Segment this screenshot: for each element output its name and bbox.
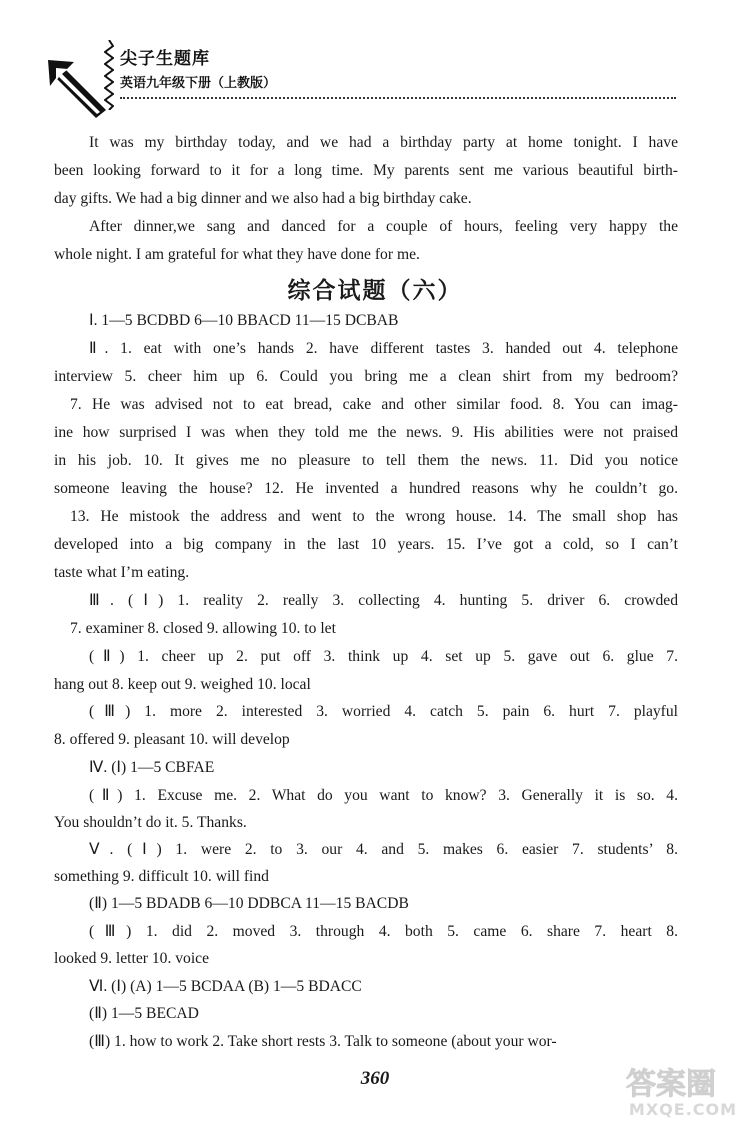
answer-line: (Ⅲ) 1. did 2. moved 3. through 4. both 5. came 6. share 7. heart 8. bbox=[89, 923, 678, 940]
watermark-site: MXQE.COM bbox=[628, 1100, 738, 1119]
answer-line: taste what I’m eating. bbox=[54, 564, 190, 581]
answer-line: ine how surprised I was when they told me the news. 9. His abilities were not praised bbox=[54, 424, 678, 441]
answer-line: Ⅵ. (Ⅰ) (A) 1—5 BCDAA (B) 1—5 BDACC bbox=[89, 978, 362, 995]
answer-line: 7. examiner 8. closed 9. allowing 10. to let bbox=[70, 620, 336, 637]
answer-line: Ⅳ. (Ⅰ) 1—5 CBFAE bbox=[89, 759, 215, 776]
zigzag-divider-icon bbox=[104, 40, 114, 110]
answer-line: looked 9. letter 10. voice bbox=[54, 950, 210, 967]
answer-line: in his job. 10. It gives me no pleasure to tell them the news. 11. Did you notice bbox=[54, 452, 678, 469]
answer-line: someone leaving the house? 12. He invented a hundred reasons why he couldn’t go. bbox=[54, 480, 678, 497]
answer-line: something 9. difficult 10. will find bbox=[54, 868, 269, 885]
text-line: day gifts. We had a big dinner and we also had a big birthday cake. bbox=[54, 190, 472, 207]
answer-line: hang out 8. keep out 9. weighed 10. local bbox=[54, 676, 311, 693]
answer-line: (Ⅱ) 1. Excuse me. 2. What do you want to know? 3. Generally it is so. 4. bbox=[89, 787, 678, 804]
text-line: It was my birthday today, and we had a birthday party at home tonight. I have bbox=[89, 134, 678, 151]
answer-line: interview 5. cheer him up 6. Could you bring me a clean shirt from my bedroom? bbox=[54, 368, 678, 385]
answer-line: (Ⅱ) 1—5 BDADB 6—10 DDBCA 11—15 BACDB bbox=[89, 895, 409, 912]
text-line: After dinner,we sang and danced for a couple of hours, feeling very happy the bbox=[89, 218, 678, 235]
answer-line: You shouldn’t do it. 5. Thanks. bbox=[54, 814, 247, 831]
watermark-logo-text: 答案圈 bbox=[626, 1067, 716, 1102]
answer-line: Ⅲ. (Ⅰ) 1. reality 2. really 3. collecting 4. hunting 5. driver 6. crowded bbox=[89, 592, 678, 609]
book-title: 英语九年级下册（上教版） bbox=[120, 76, 277, 91]
text-line: whole night. I am grateful for what they have done for me. bbox=[54, 246, 420, 263]
answer-line: developed into a big company in the last 10 years. 15. I’ve got a cold, so I can’t bbox=[54, 536, 678, 553]
answer-line: 7. He was advised not to eat bread, cake and other similar food. 8. You can imag- bbox=[70, 396, 678, 413]
answer-line: (Ⅱ) 1. cheer up 2. put off 3. think up 4. set up 5. gave out 6. glue 7. bbox=[89, 648, 678, 665]
answer-line: Ⅴ. (Ⅰ) 1. were 2. to 3. our 4. and 5. makes 6. easier 7. students’ 8. bbox=[89, 841, 678, 858]
answer-line: Ⅱ. 1. eat with one’s hands 2. have different tastes 3. handed out 4. telephone bbox=[89, 340, 678, 357]
text-line: been looking forward to it for a long time. My parents sent me various beautiful birth- bbox=[54, 162, 678, 179]
answer-line: Ⅰ. 1—5 BCDBD 6—10 BBACD 11—15 DCBAB bbox=[89, 312, 399, 329]
answer-line: 8. offered 9. pleasant 10. will develop bbox=[54, 731, 290, 748]
series-brand: 尖子生题库 bbox=[120, 49, 210, 69]
answer-line: (Ⅲ) 1. more 2. interested 3. worried 4. catch 5. pain 6. hurt 7. playful bbox=[89, 703, 678, 720]
answer-line: (Ⅲ) 1. how to work 2. Take short rests 3. Talk to someone (about your wor- bbox=[89, 1033, 557, 1050]
header-dotted-rule bbox=[120, 97, 676, 99]
page-number: 360 bbox=[360, 1068, 390, 1089]
answer-line: 13. He mistook the address and went to the wrong house. 14. The small shop has bbox=[70, 508, 678, 525]
arrow-logo-icon bbox=[44, 56, 112, 122]
section-title: 综合试题（六） bbox=[287, 278, 463, 304]
answer-line: (Ⅱ) 1—5 BECAD bbox=[89, 1005, 199, 1022]
